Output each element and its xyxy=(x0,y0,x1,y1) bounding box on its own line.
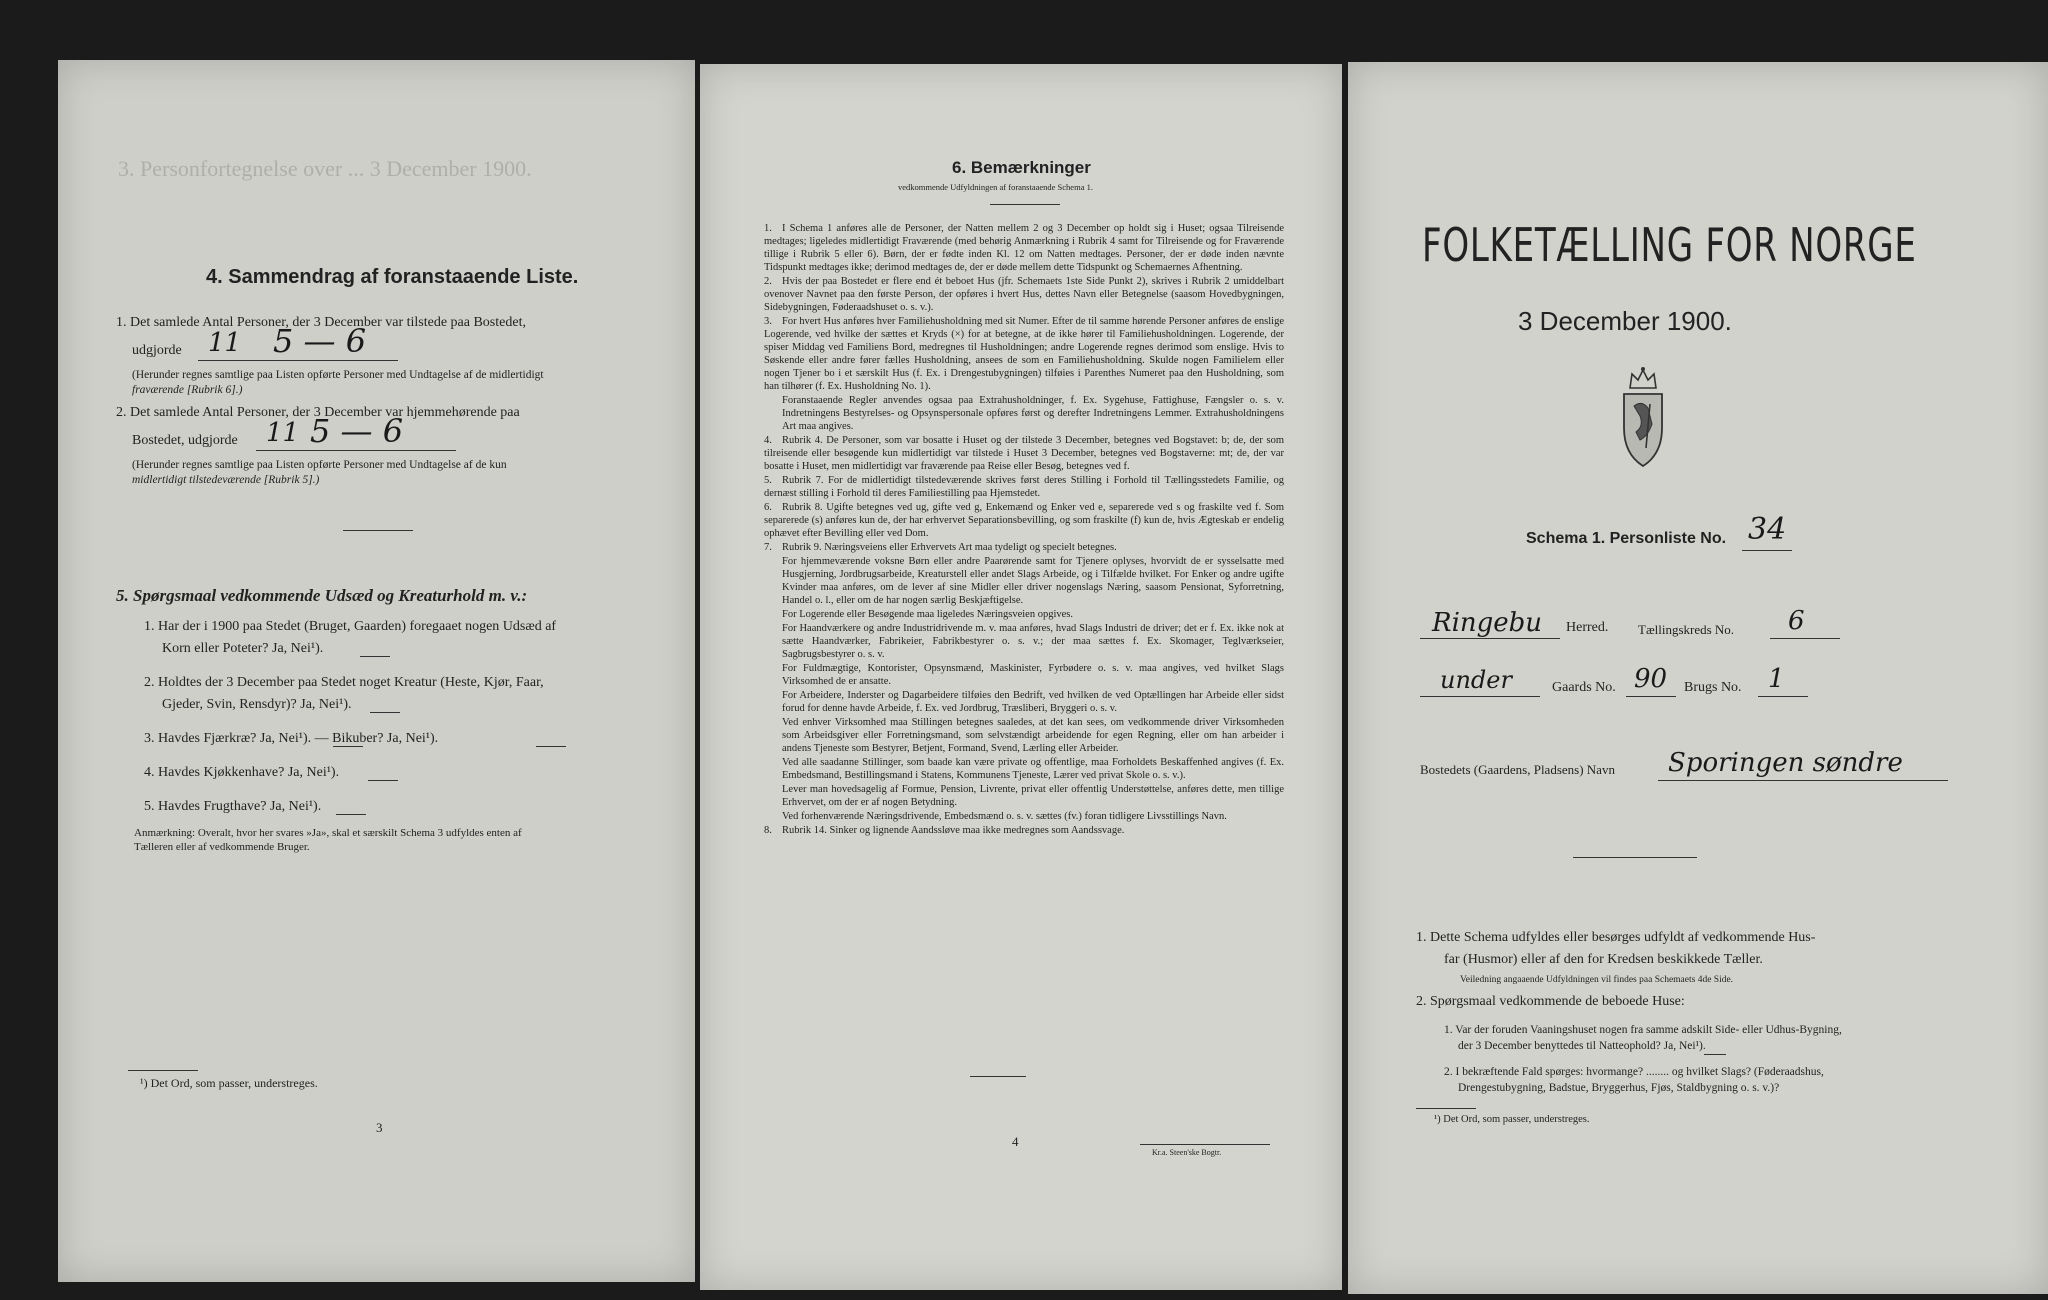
item1-note-b: fraværende [Rubrik 6].) xyxy=(132,384,243,396)
remark-paragraph xyxy=(764,622,1284,661)
item1-line-a: 1. Det samlede Antal Personer, der 3 December var tilstede paa Bostedet, xyxy=(116,315,526,330)
remark-text: Rubrik 9. Næringsveiens eller Erhvervets Art maa tydeligt og specielt betegnes. xyxy=(782,542,1117,553)
kreds-label: Tællingskreds No. xyxy=(1638,622,1735,637)
question-2a: 2. Holdtes der 3 December paa Stedet noget Kreatur (Heste, Kjør, Faar, xyxy=(144,675,544,690)
remark-paragraph xyxy=(764,222,1284,274)
remark-number: 7. xyxy=(764,542,772,553)
footnote: ¹) Det Ord, som passer, understreges. xyxy=(1434,1114,1590,1125)
brugs-handwritten: 1 xyxy=(1768,664,1785,694)
herred-label: Herred. xyxy=(1566,620,1609,635)
item2-handwritten-total: 11 xyxy=(266,418,300,448)
instruction-1c: Veiledning angaaende Udfyldningen vil findes paa Schemaets 4de Side. xyxy=(1460,975,1734,985)
remark-text: I Schema 1 anføres alle de Personer, der Natten mellem 2 og 3 December op holdt sig i Huset; ogsaa Tilreisende medtages; ligeledes midlertidigt Fraværende (med behørig Anmærkning i Rubrik 4 samt for Tilreisende og for Fraværende tillige i Rubrik 5 eller 6). Børn, der er fødte inden Kl. 12 om Natten medtages. Personer, der er døde inden nævnte Tidspunkt medtages ikke; derimod medtages de, der er døde mellem dette Tidspunkt og Schemaernes Afhentning. xyxy=(764,223,1284,273)
instruction-1a: 1. Dette Schema udfyldes eller besørges udfyldt af vedkommende Hus- xyxy=(1416,930,1816,945)
instruction-2: 2. Spørgsmaal vedkommende de beboede Huse: xyxy=(1416,994,1685,1009)
remarks-list xyxy=(764,222,1284,838)
remark-number: 1. xyxy=(764,223,772,234)
annotation-note-a: Anmærkning: Overalt, hvor her svares »Ja», skal et særskilt Schema 3 udfyldes enten af xyxy=(134,827,522,839)
remark-text: Rubrik 8. Ugifte betegnes ved ug, gifte ved g, Enkemænd og Enker ved e, separerede ved s og fraskilte ved f. Som separerede (s) anføres kun de, der har erhvervet Separationsbevilling, og som fraskilte (f) kun de, hvis Ægteskab er endelig ophævet efter Bevilling eller ved Dom. xyxy=(764,502,1284,539)
instruction-2-2a: 2. I bekræftende Fald spørges: hvormange? ........ og hvilket Slags? (Føderaadshus, xyxy=(1444,1066,1824,1078)
instruction-2-1b: der 3 December benyttedes til Natteophold? Ja, Nei¹). xyxy=(1458,1040,1706,1052)
item1-handwritten-split: 5 — 6 xyxy=(273,322,367,360)
instruction-2-1a: 1. Var der foruden Vaaningshuset nogen fra samme adskilt Side- eller Udhus-Bygning, xyxy=(1444,1024,1842,1036)
remark-paragraph xyxy=(764,756,1284,782)
remark-paragraph xyxy=(764,662,1284,688)
question-5: 5. Havdes Frugthave? Ja, Nei¹). xyxy=(144,799,322,814)
ghost-heading: 3. Personfortegnelse over ... 3 December 1900. xyxy=(118,156,532,181)
remark-paragraph xyxy=(764,315,1284,393)
instruction-1b: far (Husmor) eller af den for Kredsen beskikkede Tæller. xyxy=(1444,952,1763,967)
remark-text: For Haandværkere og andre Industridrivende m. v. maa anføres, hvad Slags Industri de driver; det er f. Ex. ikke nok at sætte Haandværker, Fabrikeier, Fabrikbestyrer o. s. v.; der maa sættes f. Ex. Skomager, Teglværkseier, Sagbrugsbestyrer o. s. v. xyxy=(782,623,1284,660)
item2-line-b: Bostedet, udgjorde xyxy=(132,433,238,448)
remark-text: For hvert Hus anføres hver Familiehusholdning med sit Numer. Efter de til samme hørende Personer anføres de enslige Logerende, ved hvilke der sættes et Kryds (×) for at betegne, at de ikke hører til Familiehusholdningen. Logerende, der spiser Middag ved Familiens Bord, medregnes til Husholdningen; andre Logerende regnes derimod som enslige. Hvis to Søskende eller andre fører fælles Husholdning, ansees de som en Familiehusholdning. Skulde nogen Familielem eller nogen Tjener bo i et særskilt Hus (f. Ex. i Drengestubygningen) tilføies i Parenthes Numeret paa den Husholdning, som han tilhører (f. Ex. Husholdning No. 1). xyxy=(764,316,1284,392)
schema-label: Schema 1. Personliste No. xyxy=(1526,530,1727,547)
remarks-title: 6. Bemærkninger xyxy=(952,158,1091,177)
remark-number: 4. xyxy=(764,435,772,446)
instruction-2-2b: Drengestubygning, Badstue, Bryggerhus, Fjøs, Staldbygning o. s. v.)? xyxy=(1458,1082,1780,1094)
remark-number: 2. xyxy=(764,276,772,287)
under-handwritten: under xyxy=(1440,666,1512,694)
remark-paragraph xyxy=(764,541,1284,554)
remark-text: Ved enhver Virksomhed maa Stillingen betegnes saaledes, at det kan sees, om vedkommende driver Virksomheden som Arbeidsgiver eller Forretningsmand, som selvstændigt arbeidende for egen Regning, eller om han arbeider i andens Tjeneste som Bestyrer, Betjent, Formand, Svend, Lærling eller Arbeider. xyxy=(782,717,1284,754)
remark-paragraph xyxy=(764,689,1284,715)
item2-note-a: (Herunder regnes samtlige paa Listen opførte Personer med Undtagelse af de kun xyxy=(132,459,507,471)
remark-text: For Logerende eller Besøgende maa ligeledes Næringsveien opgives. xyxy=(782,609,1073,620)
remark-paragraph xyxy=(764,275,1284,314)
brugs-label: Brugs No. xyxy=(1684,680,1742,695)
right-page xyxy=(1348,62,2048,1294)
section5-title: 5. Spørgsmaal vedkommende Udsæd og Kreaturhold m. v.: xyxy=(116,586,528,605)
question-4: 4. Havdes Kjøkkenhave? Ja, Nei¹). xyxy=(144,765,340,780)
divider xyxy=(1573,857,1697,858)
remark-paragraph xyxy=(764,555,1284,607)
remark-paragraph xyxy=(764,608,1284,621)
remark-text: Hvis der paa Bostedet er flere end ét beboet Hus (jfr. Schemaets 1ste Side Punkt 2), skrives i Rubrik 2 umiddelbart ovenover Navnet paa den første Person, der opføres i hvert Hus, dettes Navn eller Betegnelse (saasom Hovedbygningen, Sidebygningen, Føderaadshuset o. s. v.). xyxy=(764,276,1284,313)
remark-text: Ved forhenværende Næringsdrivende, Embedsmænd o. s. v. sættes (fv.) foran tidligere Livsstillings Navn. xyxy=(782,811,1227,822)
gaards-label: Gaards No. xyxy=(1552,680,1616,695)
remark-number: 5. xyxy=(764,475,772,486)
bosted-label: Bostedets (Gaardens, Pladsens) Navn xyxy=(1420,762,1615,777)
remark-paragraph xyxy=(764,394,1284,433)
remark-text: Foranstaaende Regler anvendes ogsaa paa Extrahusholdninger, f. Ex. Sygehuse, Fattighuse, Fængsler o. s. v. Indretningens Bestyrelses- og Opsynspersonale opføres først og derefter Indretningens Lemmer. Extrahusholdningens Art maa angives. xyxy=(782,395,1284,432)
item2-line-a: 2. Det samlede Antal Personer, der 3 December var hjemmehørende paa xyxy=(116,405,520,420)
remark-text: Rubrik 14. Sinker og lignende Aandssløve maa ikke medregnes som Aandssvage. xyxy=(782,825,1125,836)
bosted-handwritten: Sporingen søndre xyxy=(1668,748,1903,778)
question-1a: 1. Har der i 1900 paa Stedet (Bruget, Gaarden) foregaaet nogen Udsæd af xyxy=(144,619,557,634)
annotation-note-b: Tælleren eller af vedkommende Bruger. xyxy=(134,841,310,853)
item1-note-a: (Herunder regnes samtlige paa Listen opførte Personer med Undtagelse af de midlertidigt xyxy=(132,369,544,381)
middle-page xyxy=(700,64,1342,1290)
page-number: 4 xyxy=(1012,1134,1019,1149)
remark-number: 8. xyxy=(764,825,772,836)
remark-text: For Fuldmægtige, Kontorister, Opsynsmænd, Maskinister, Fyrbødere o. s. v. maa angives, ved hvilket Slags Virksomhed de er ansatte. xyxy=(782,663,1284,687)
schema-number: 34 xyxy=(1748,512,1787,547)
remark-number: 3. xyxy=(764,316,772,327)
remark-text: Ved alle saadanne Stillinger, som baade kan være private og offentlige, maa Forholdets Beskaffenhed angives (f. Ex. Embedsmand, Bestillingsmand i Statens, Kommunens Tjeneste, Lærer ved privat Skole o. s. v.). xyxy=(782,757,1284,781)
remark-text: Rubrik 7. For de midlertidigt tilstedeværende skrives først deres Stilling i Forhold til Tællingsstedets Familie, og dernæst stilling i Forhold til deres Familiestilling paa Hjemstedet. xyxy=(764,475,1284,499)
form-title: FOLKETÆLLING FOR NORGE xyxy=(1422,218,1917,272)
remark-paragraph xyxy=(764,810,1284,823)
footnote: ¹) Det Ord, som passer, understreges. xyxy=(140,1076,318,1090)
left-page xyxy=(58,60,695,1282)
section4-title: 4. Sammendrag af foranstaaende Liste. xyxy=(206,266,579,288)
remark-paragraph xyxy=(764,716,1284,755)
item1-line-b: udgjorde xyxy=(132,343,182,358)
question-3: 3. Havdes Fjærkræ? Ja, Nei¹). — Bikuber? Ja, Nei¹). xyxy=(144,731,439,746)
kreds-handwritten: 6 xyxy=(1788,606,1805,636)
remark-number: 6. xyxy=(764,502,772,513)
item2-note-b: midlertidigt tilstedeværende [Rubrik 5].) xyxy=(132,474,320,486)
remark-paragraph xyxy=(764,434,1284,473)
item2-handwritten-split: 5 — 6 xyxy=(310,412,404,450)
question-1b: Korn eller Poteter? Ja, Nei¹). xyxy=(162,641,324,656)
remarks-subtitle: vedkommende Udfyldningen af foranstaaende Schema 1. xyxy=(898,182,1093,192)
divider xyxy=(970,1076,1026,1077)
gaards-handwritten: 90 xyxy=(1634,664,1668,694)
remark-text: For Arbeidere, Inderster og Dagarbeidere tilføies den Bedrift, ved hvilken de ved Optællingen har Arbeide eller sidst forud for denne havde Arbeide, f. Ex. ved Jordbrug, Træsliberi, Bryggeri o. s. v. xyxy=(782,690,1284,714)
remark-paragraph xyxy=(764,783,1284,809)
remark-paragraph xyxy=(764,501,1284,540)
printer-credit: Kr.a. Steen'ske Bogtr. xyxy=(1152,1148,1222,1157)
form-date: 3 December 1900. xyxy=(1518,306,1732,336)
divider xyxy=(343,530,413,531)
item1-handwritten-total: 11 xyxy=(208,328,242,358)
remark-text: Lever man hovedsagelig af Formue, Pension, Livrente, privat eller offentlig Understøttelse, anføres dette, men tillige Erhvervet, om der er af nogen Betydning. xyxy=(782,784,1284,808)
herred-handwritten: Ringebu xyxy=(1432,608,1543,638)
remark-text: For hjemmeværende voksne Børn eller andre Paarørende samt for Tjenere oplyses, hvorvidt de er sysselsatte med Husgjerning, Jordbrugsarbeide, Kreaturstell eller andet Slags Arbeide, og i Tilfælde hvilket. For Enker og andre ugifte Kvinder maa anføres, om de lever af sine Midler eller driver nogenslags Næring, saasom Pensionat, Syforretning, Handel o. l., eller om de har nogen særlig Beskjæftigelse. xyxy=(782,556,1284,606)
remark-paragraph xyxy=(764,474,1284,500)
page-number: 3 xyxy=(376,1120,383,1135)
remark-paragraph xyxy=(764,824,1284,837)
question-2b: Gjeder, Svin, Rensdyr)? Ja, Nei¹). xyxy=(162,697,352,712)
remark-text: Rubrik 4. De Personer, som var bosatte i Huset og der tilstede 3 December, betegnes ved Bogstavet: b; de, der som tilreisende eller besøgende kun midlertidigt var tilstede i Huset 3 December, betegnes ved Bogstaverne: mt; de, der var bosatte i Huset, men midlertidigt var fraværende paa Reise eller Besøg, betegnes ved f. xyxy=(764,435,1284,472)
coat-of-arms-icon xyxy=(1616,366,1670,470)
